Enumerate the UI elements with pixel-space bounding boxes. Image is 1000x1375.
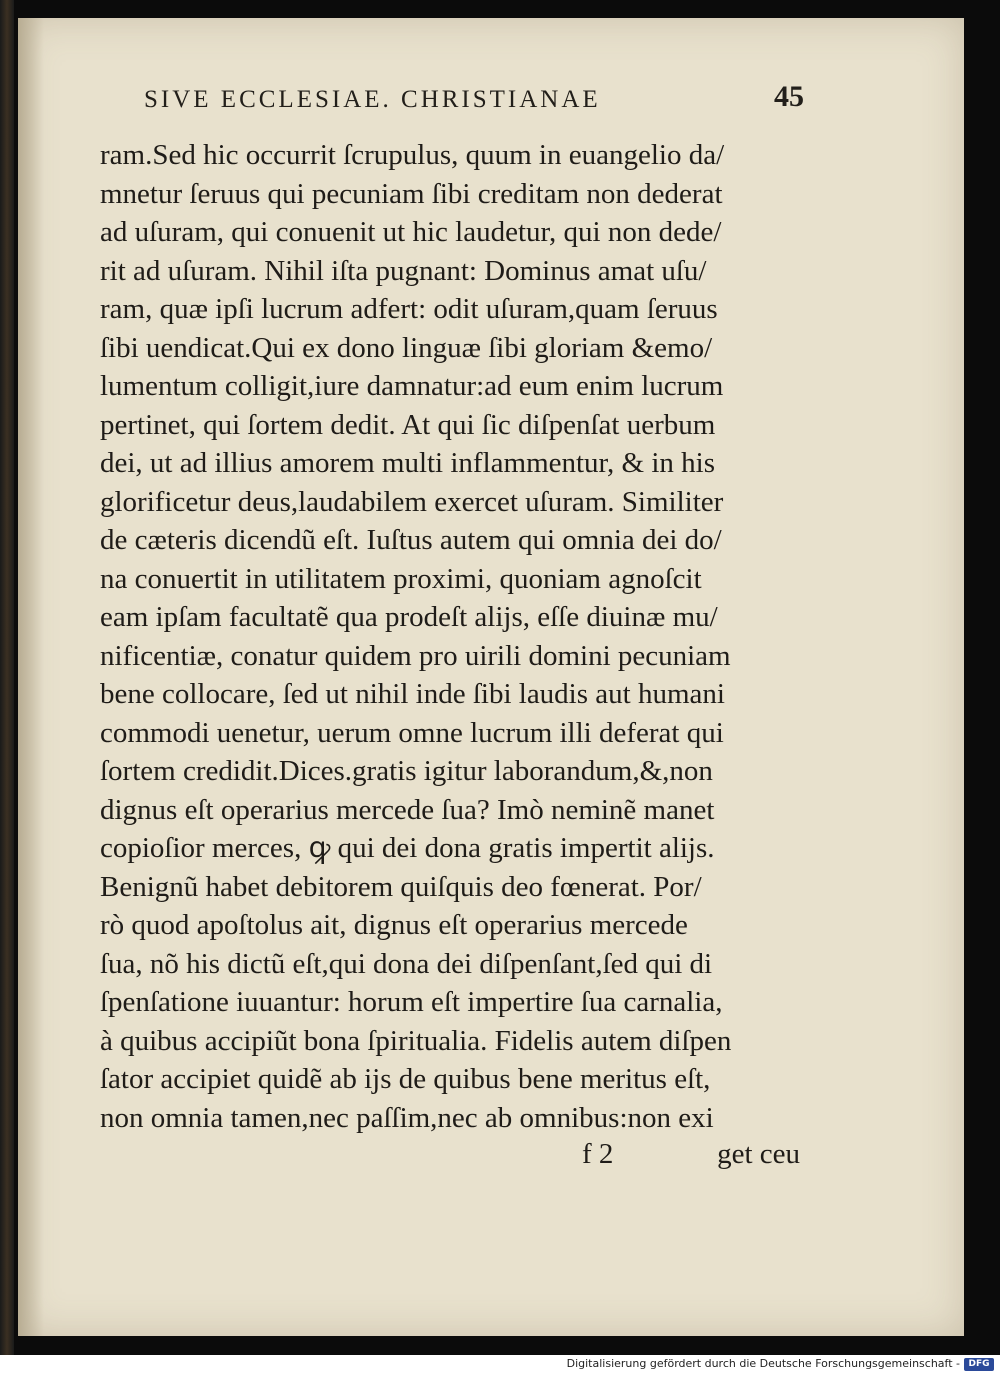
- text-line: rò quod apoſtolus ait, dignus eſt operarius mercede: [100, 909, 688, 941]
- text-line: ſortem credidit.Dices.gratis igitur laborandum,&,non: [100, 755, 713, 787]
- text-line: ad uſuram, qui conuenit ut hic laudetur, qui non dede/: [100, 216, 722, 248]
- text-line: ſua, nõ his dictũ eſt,qui dona dei diſpenſant,ſed qui di: [100, 947, 713, 980]
- text-line: ſpenſatione iuuantur: horum eſt impertire ſua carnalia,: [100, 986, 723, 1018]
- dfg-logo: DFG: [964, 1358, 994, 1371]
- book-binding-edge: [0, 0, 14, 1355]
- text-line: ram, quæ ipſi lucrum adfert: odit uſuram,quam ſeruus: [100, 293, 718, 325]
- text-line: ſibi uendicat.Qui ex dono linguæ ſibi gloriam &emo/: [100, 331, 713, 364]
- text-line: bene collocare, ſed ut nihil inde ſibi laudis aut humani: [100, 678, 725, 710]
- text-line: copioſior merces, ꝙ qui dei dona gratis impertit aliјs.: [100, 832, 715, 864]
- text-line: à quibus accipiũt bona ſpiritualia. Fidelis autem diſpen: [100, 1024, 732, 1057]
- text-line: commodi uenetur, uerum omne lucrum illi deferat qui: [100, 716, 724, 749]
- text-line: pertinet, qui ſortem dedit. At qui ſic diſpenſat uerbum: [100, 408, 716, 441]
- text-line: glorificetur deus,laudabilem exercet uſuram. Similiter: [100, 485, 724, 518]
- text-line: lumentum colligit,iure damnatur:ad eum enim lucrum: [100, 370, 724, 402]
- book-page: [18, 18, 964, 1336]
- text-line: Benignũ habet debitorem quiſquis deo fœnerat. Por/: [100, 870, 702, 903]
- text-line: de cæteris dicendũ eſt. Iuſtus autem qui omnia dei do/: [100, 524, 722, 556]
- text-line: rit ad uſuram. Nihil iſta pugnant: Dominus amat uſu/: [100, 254, 707, 287]
- funding-credit: Digitalisierung gefördert durch die Deutsche Forschungsgemeinschaft -: [566, 1357, 960, 1370]
- text-line: non omnia tamen,nec paſſim,nec ab omnibus:non exi: [100, 1101, 714, 1134]
- text-line: na conuertit in utilitatem proximi, quoniam agnoſcit: [100, 562, 702, 595]
- catchword: get ceu: [717, 1138, 800, 1170]
- text-line: ſator accipiet quidẽ ab iјs de quibus bene meritus eſt,: [100, 1063, 711, 1095]
- footer-bar: [0, 1355, 1000, 1375]
- page-header: [144, 80, 804, 120]
- signature-mark: f 2: [582, 1138, 614, 1170]
- text-line: eam ipſam facultatẽ qua prodeſt aliјs, eſſe diuinæ mu/: [100, 601, 718, 633]
- running-title: SIVE ECCLESIAE. CHRISTIANAE: [144, 86, 601, 113]
- text-line: dei, ut ad illius amorem multi inflammentur, & in his: [100, 447, 716, 479]
- text-line: nificentiæ, conatur quidem pro uirili domini pecuniam: [100, 639, 731, 672]
- text-line: dignus eſt operarius mercede ſua? Imò neminẽ manet: [100, 793, 715, 826]
- page-number: 45: [774, 80, 804, 113]
- text-line: ram.Sed hic occurrit ſcrupulus, quum in euangelio da/: [100, 139, 725, 171]
- text-line: mnetur ſeruus qui pecuniam ſibi creditam non dederat: [100, 177, 723, 210]
- body-text: [100, 136, 810, 1137]
- signature-line: [100, 1138, 800, 1178]
